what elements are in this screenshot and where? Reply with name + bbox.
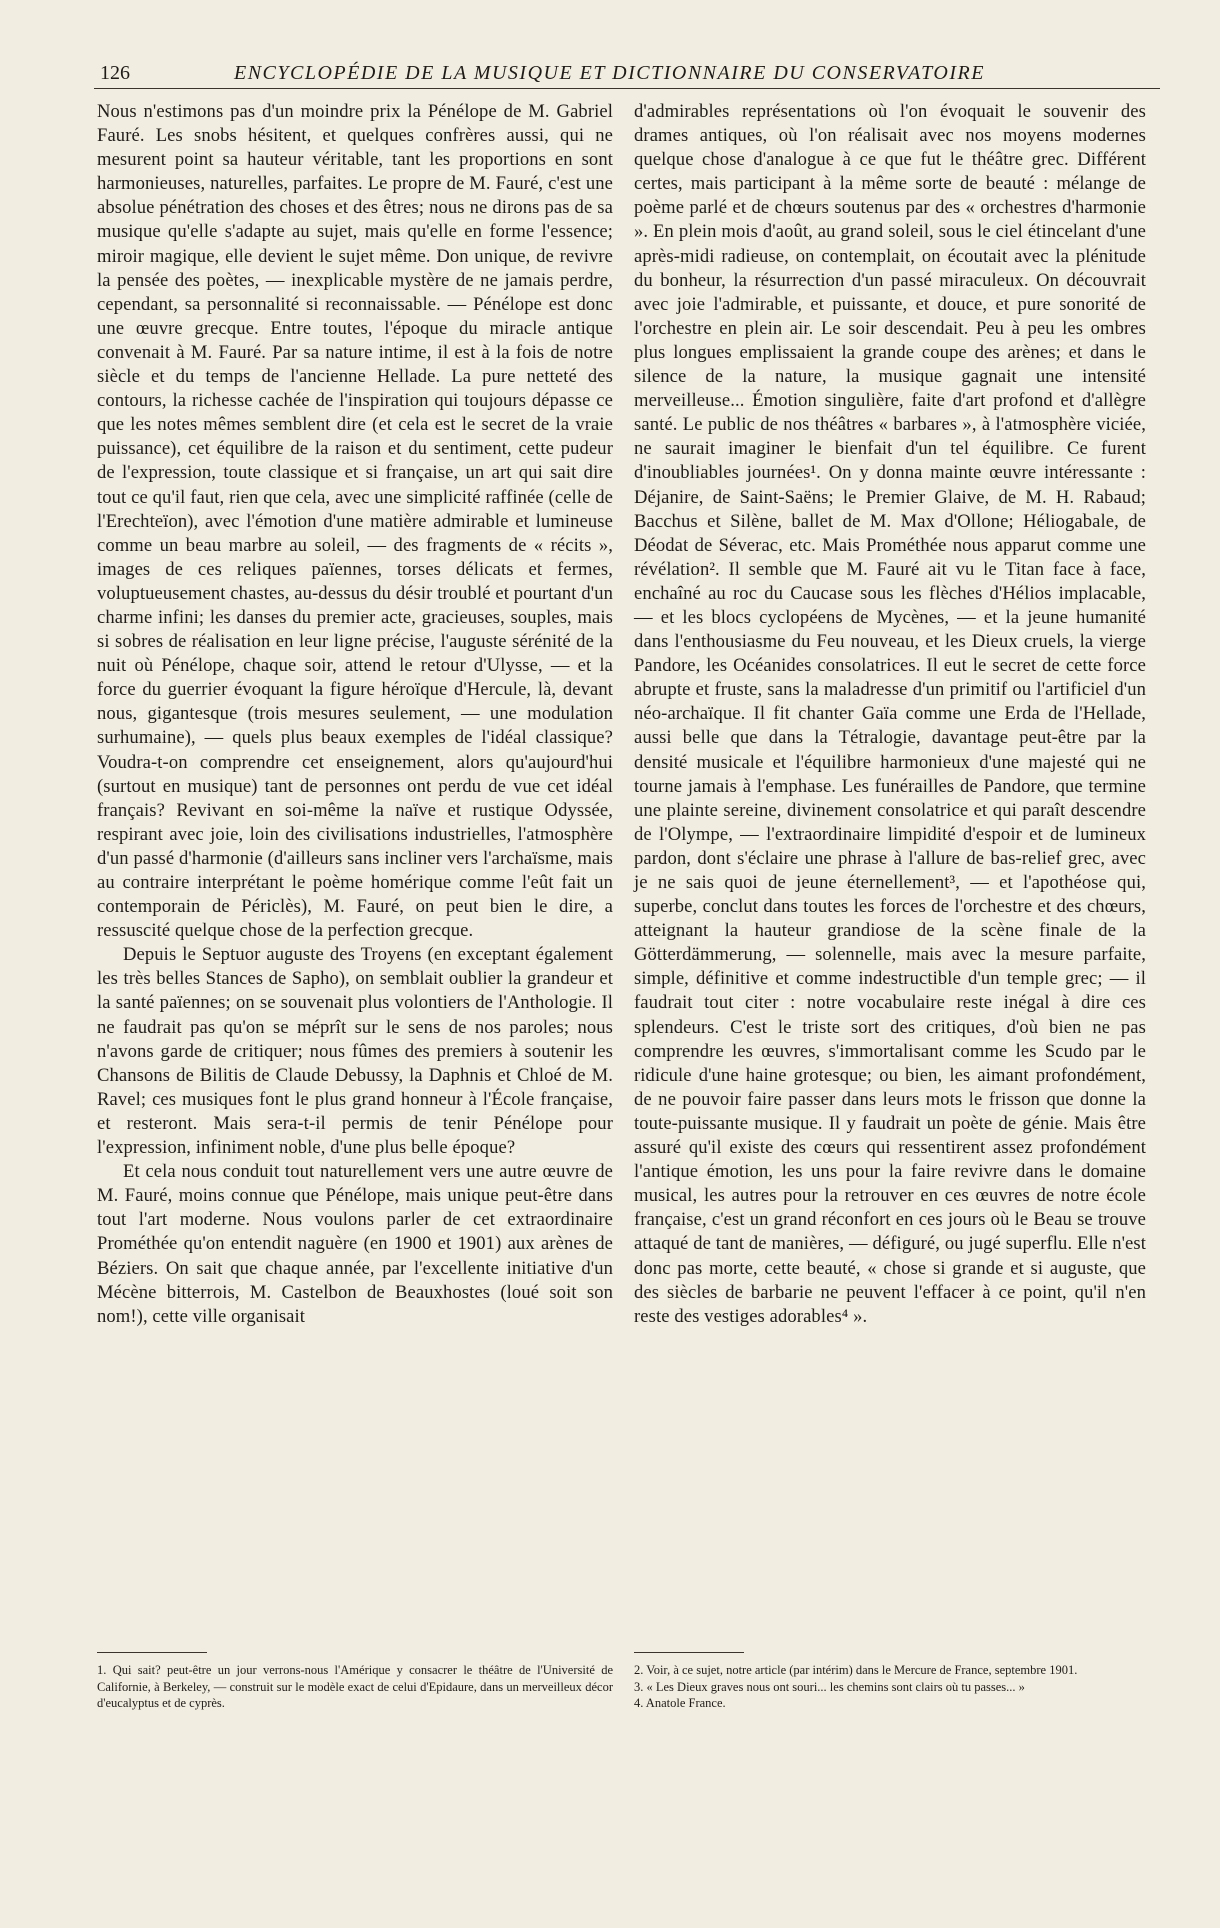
paragraph: Depuis le Septuor auguste des Troyens (en exceptant également les très belles Stances de Sapho), on semblait oublier la grandeur et la santé païennes; on se souvenait plus volontiers de l'Anthologie. Il ne faudrait pas qu'on se méprît sur le sens de nos paroles; nous n'avons garde de critiquer; nous fûmes des premiers à soutenir les Chansons de Bilitis de Claude Debussy, la Daphnis et Chloé de M. Ravel; ces musiques font le plus grand honneur à l'École française, et resteront. Mais sera-t-il permis de tenir Pénélope pour l'expression, infiniment noble, d'une plus belle époque? xyxy=(97,944,613,1159)
left-column xyxy=(97,100,613,1329)
footnote: 4. Anatole France. xyxy=(634,1696,726,1710)
footnotes-left xyxy=(97,1662,613,1712)
footnote: 3. « Les Dieux graves nous ont souri... les chemins sont clairs où tu passes... » xyxy=(634,1679,1025,1694)
running-header xyxy=(94,62,1160,89)
footnote: 1. Qui sait? peut-être un jour verrons-nous l'Amérique y consacrer le théâtre de l'Université de Californie, à Berkeley, — construit sur le modèle exact de celui d'Epidaure, dans un merveilleux décor d'eucalyptus et de cyprès. xyxy=(97,1663,613,1710)
footnote: 2. Voir, à ce sujet, notre article (par intérim) dans le Mercure de France, septembre 1901. xyxy=(634,1663,1078,1677)
paragraph: Nous n'estimons pas d'un moindre prix la Pénélope de M. Gabriel Fauré. Les snobs hésitent, et quelques confrères aussi, qui ne mesurent point sa hauteur véritable, tant les proportions en sont harmonieuses, naturelles, parfaites. Le propre de M. Fauré, c'est une absolue pénétration des choses et des êtres; nous ne dirons pas de sa musique qu'elle s'adapte au sujet, mais qu'elle en forme l'essence; miroir magique, elle devient le sujet même. Don unique, de revivre la pensée des poètes, — inexplicable mystère de ne jamais perdre, cependant, sa personnalité si reconnaissable. — Pénélope est donc une œuvre grecque. Entre toutes, l'époque du miracle antique convenait à M. Fauré. Par sa nature intime, il est à la fois de notre siècle et du temps de l'ancienne Hellade. La pure netteté des contours, la richesse cachée de l'inspiration qui toujours dépasse ce que les notes mêmes semblent dire (et cela est le secret de la vraie puissance), cet équilibre de la raison et du sentiment, cette pudeur de l'expression, toute classique et si française, un art qui sait dire tout ce qu'il faut, rien que cela, avec une simplicité raffinée (celle de l'Erechteïon), avec l'émotion d'une matière admirable et lumineuse comme un beau marbre au soleil, — des fragments de « récits », images de ces reliques païennes, torses délicats et fermes, voluptueusement chastes, au-dessus du désir troublé et pourtant d'un charme infini; les danses du premier acte, gracieuses, souples, mais si sobres de réalisation en leur ligne précise, l'auguste sérénité de la nuit où Pénélope, chaque soir, attend le retour d'Ulysse, — et la force du guerrier évoquant la figure héroïque d'Hercule, là, devant nous, gigantesque (trois mesures seulement, — une modulation surhumaine), — quels plus beaux exemples de l'idéal classique? Voudra-t-on comprendre cet enseignement, alors qu'aujourd'hui (surtout en musique) tant de personnes ont perdu de vue cet idéal français? Revivant en soi-même la naïve et rustique Odyssée, respirant avec joie, loin des civilisations industrielles, l'atmosphère d'un passé d'harmonie (d'ailleurs sans incliner vers l'archaïsme, mais au contraire interprétant le poème homérique comme l'eût fait un contemporain de Périclès), M. Fauré, on peut bien le dire, a ressuscité quelque chose de la perfection grecque. xyxy=(97,101,613,942)
paragraph: d'admirables représentations où l'on évoquait le souvenir des drames antiques, où l'on réalisait avec nos moyens modernes quelque chose d'analogue à ce que fut le théâtre grec. Différent certes, mais participant à la même sorte de beauté : mélange de poème parlé et de chœurs soutenus par des « orchestres d'harmonie ». En plein mois d'août, au grand soleil, sous le ciel étincelant d'une après-midi radieuse, on contemplait, on écoutait avec la plénitude du bonheur, la résurrection d'un passé miraculeux. On découvrait avec joie l'admirable, et puissante, et douce, et pure sonorité de l'orchestre en plein air. Le soir descendait. Peu à peu les ombres plus longues emplissaient la grande coupe des arènes; et dans le silence de la nature, la musique gagnait une intensité merveilleuse... Émotion singulière, faite d'art profond et d'allègre santé. Le public de nos théâtres « barbares », à l'atmosphère viciée, ne saurait imaginer le bienfait d'un tel équilibre. Ce furent d'inoubliables journées¹. On y donna mainte œuvre intéressante : Déjanire, de Saint-Saëns; le Premier Glaive, de M. H. Rabaud; Bacchus et Silène, ballet de M. Max d'Ollone; Héliogabale, de Déodat de Séverac, etc. Mais Prométhée nous apparut comme une révélation². Il semble que M. Fauré ait vu le Titan face à face, enchaîné au roc du Caucase sous les flèches d'Hélios implacable, — et les blocs cyclopéens de Mycènes, — et la jeune humanité dans l'enthousiasme du Feu nouveau, et les Dieux cruels, la vierge Pandore, les Océanides consolatrices. Il eut le secret de cette force abrupte et fruste, sans la maladresse d'un primitif ou l'artificiel d'un néo-archaïque. Il fit chanter Gaïa comme une Erda de l'Hellade, aussi belle que dans la Tétralogie, davantage peut-être par la densité musicale et l'équilibre harmonieux d'une majesté qui ne tourne jamais à l'emphase. Les funérailles de Pandore, que termine une plainte sereine, divinement consolatrice et qui paraît descendre de l'Olympe, — l'extraordinaire limpidité d'espoir et de lumineux pardon, dont s'éclaire une phrase à l'allure de bas-relief grec, avec je ne sais quoi de jeune éternellement³, — et l'apothéose qui, superbe, conclut dans toutes les forces de l'orchestre et des chœurs, atteignant la hauteur grandiose de la scène finale de la Götterdämmerung, — solennelle, mais avec la mesure parfaite, simple, définitive et comme indestructible d'un temple grec; — il faudrait tout citer : notre vocabulaire reste inégal à dire ces splendeurs. C'est le triste sort des critiques, d'où bien ne pas comprendre les œuvres, s'immortalisant comme les Scudo par le ridicule d'une haine grotesque; ou bien, les aimant profondément, de ne pouvoir faire passer dans leurs mots le frisson que donne la toute-puissante musique. Il y faudrait un poète de génie. Mais être assuré qu'il existe des cœurs qui ressentirent assez profondément l'antique émotion, les uns pour la faire revivre dans le domaine musical, les autres pour la retrouver en ces œuvres de notre école française, c'est un grand réconfort en ces jours où le Beau se trouve attaqué de tant de manières, — défiguré, ou jugé superflu. Elle n'est donc pas morte, cette beauté, « chose si grande et si auguste, que des siècles de barbarie ne peuvent l'effacer à ce point, qu'il n'en reste des vestiges adorables⁴ ». xyxy=(634,101,1146,1327)
footnote-rule xyxy=(97,1652,207,1653)
paragraph: Et cela nous conduit tout naturellement vers une autre œuvre de M. Fauré, moins connue que Pénélope, mais unique peut-être dans tout l'art moderne. Nous voulons parler de cet extraordinaire Prométhée qu'on entendit naguère (en 1900 et 1901) aux arènes de Béziers. On sait que chaque année, par l'excellente initiative d'un Mécène bitterrois, M. Castelbon de Beauxhostes (loué soit son nom!), cette ville organisait xyxy=(97,1161,613,1327)
footnote-rule xyxy=(634,1652,744,1653)
right-column xyxy=(634,100,1146,1329)
footnotes-right xyxy=(634,1662,1146,1712)
running-title: ENCYCLOPÉDIE DE LA MUSIQUE ET DICTIONNAIRE DU CONSERVATOIRE xyxy=(234,62,985,84)
page-number: 126 xyxy=(100,62,130,84)
